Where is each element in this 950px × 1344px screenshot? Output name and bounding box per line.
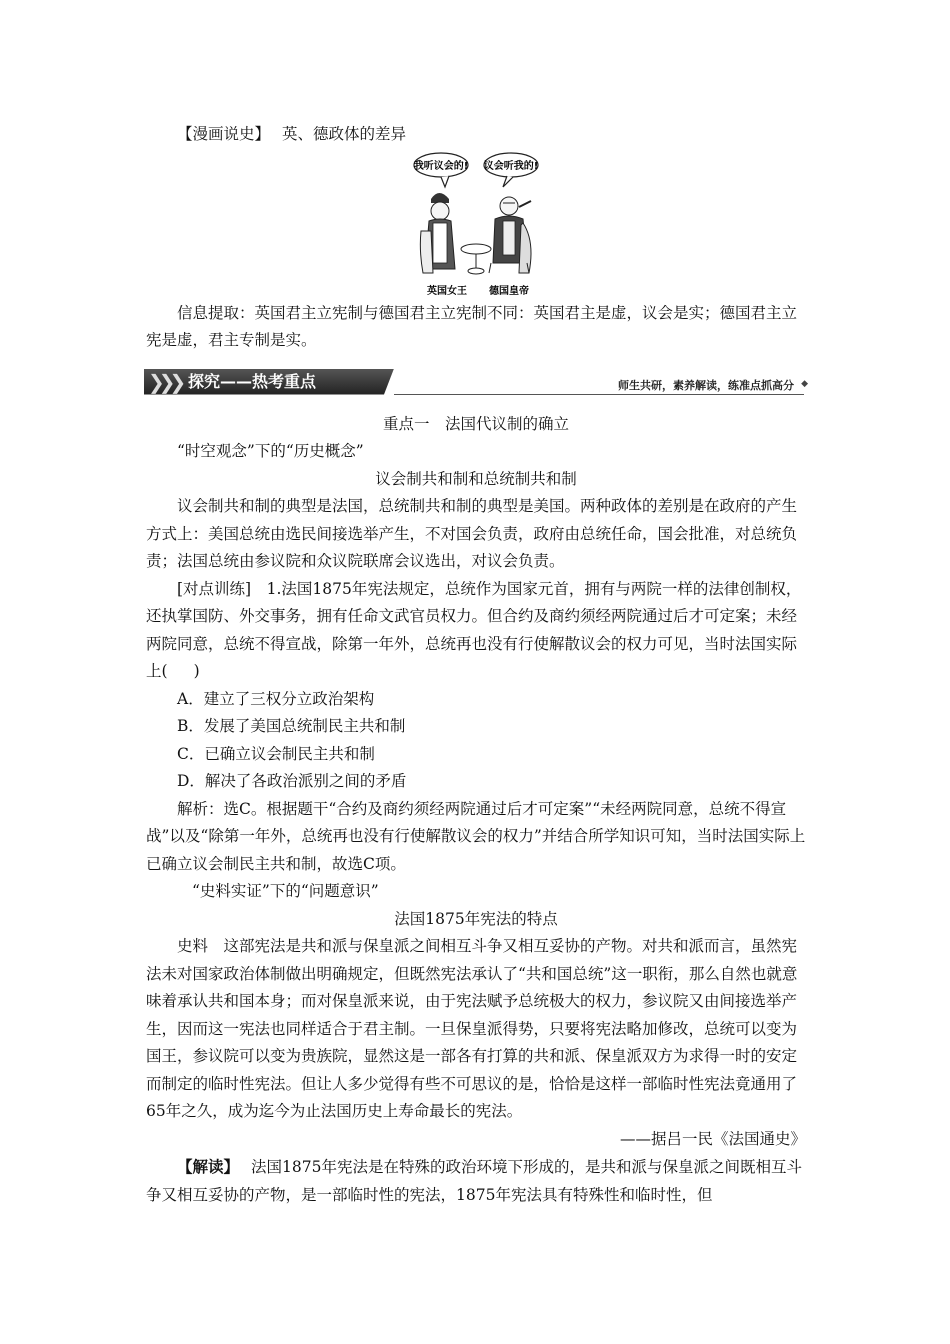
evidence-title: 法国1875年宪法的特点 [394, 909, 558, 928]
document-page [146, 0, 806, 1209]
bubble-left-text: 我听议会的! [413, 160, 469, 172]
option-c: C．已确立议会制民主共和制 [177, 744, 375, 763]
banner-subtitle: 师生共研，素养解读，练准点抓高分 [618, 378, 794, 392]
comic-heading [146, 121, 806, 149]
comic-illustration [411, 151, 541, 301]
option-d: D．解决了各政治派别之间的矛盾 [177, 772, 407, 790]
option-a: A．建立了三权分立政治架构 [177, 689, 375, 708]
banner-title: 探究——热考重点 [188, 371, 317, 391]
diamond-icon: ◆ [801, 378, 808, 389]
option-b: B．发展了美国总统制民主共和制 [177, 717, 406, 735]
caption-left: 英国女王 [427, 285, 467, 297]
exercise-analysis: 解析：选C。根据题干“合约及商约须经两院通过后才可定案”“未经两院同意，总统不得宣战”以及“除第一年外，总统再也没有行使解散议会的权力”并结合所学知识可知，当时法国实际上已确立议会制民主共和制，故选C项。 [146, 799, 806, 873]
bubble-right-text: 议会听我的! [483, 160, 539, 172]
interpretation [146, 1153, 806, 1209]
concept-title: 议会制共和制和总统制共和制 [375, 469, 577, 488]
key-point-heading: 重点一 法国代议制的确立 [382, 414, 569, 433]
comic-drawing [411, 151, 541, 301]
exercise-stem [146, 576, 806, 686]
evidence-source: ——据吕一民《法国通史》 [619, 1129, 806, 1148]
interpret-text: 法国1875年宪法是在特殊的政治环境下形成的，是共和派与保皇派之间既相互斗争又相互妥协的产物，是一部临时性的宪法，1875年宪法具有特殊性和临时性，但 [146, 1158, 802, 1204]
info-extraction: 信息提取：英国君主立宪制与德国君主立宪制不同：英国君主是虚，议会是实；德国君主立宪是虚，君主专制是实。 [146, 303, 798, 349]
concept-heading: “时空观念”下的“历史概念” [177, 442, 364, 460]
interpret-tag: 【解读】 [177, 1157, 240, 1176]
caption-right: 德国皇帝 [489, 285, 529, 297]
exercise-stem-close: ) [193, 662, 200, 680]
exercise-stem-text: [对点训练] 1.法国1875年宪法规定，总统作为国家元首，拥有与两院一样的法律创制权，还执掌国防、外交事务，拥有任命文武官员权力。但合约及商约须经两院通过后才可定案；未经两院同意，总统不得宣战，除第一年外，总统再也没有行使解散议会的权力可见，当时法国实际上( [146, 579, 802, 680]
evidence-material: 史料 这部宪法是共和派与保皇派之间相互斗争又相互妥协的产物。对共和派而言，虽然宪法未对国家政治体制做出明确规定，但既然宪法承认了“共和国总统”这一职衔，那么自然也就意味着承认共和国本身；而对保皇派来说，由于宪法赋予总统极大的权力，参议院又由间接选举产生，因而这一宪法也同样适合于君主制。一旦保皇派得势，只要将宪法略加修改，总统可以变为国王，参议院可以变为贵族院，显然这是一部各有打算的共和派、保皇派双方为求得一时的安定而制定的临时性宪法。但让人多少觉得有些不可思议的是，恰恰是这样一部临时性宪法竟通用了65年之久，成为迄今为止法国历史上寿命最长的宪法。 [146, 937, 798, 1120]
comic-tag: 【漫画说史】 [177, 125, 271, 143]
comic-title: 英、德政体的差异 [282, 125, 407, 143]
section-banner [144, 365, 810, 399]
evidence-heading: “史料实证”下的“问题意识” [192, 882, 379, 900]
chevron-icon: ❯❯❯ [148, 369, 181, 394]
concept-body: 议会制共和制的典型是法国，总统制共和制的典型是美国。两种政体的差别是在政府的产生方式上：美国总统由选民间接选举产生，不对国会负责，政府由总统任命，国会批准，对总统负责；法国总统由参议院和众议院联席会议选出，对议会负责。 [146, 497, 798, 570]
